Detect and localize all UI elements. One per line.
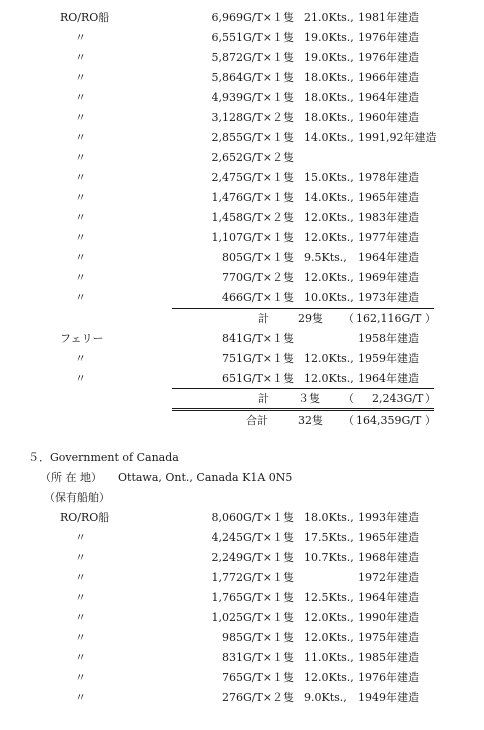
divider-rule <box>172 408 434 409</box>
fleet-label-row <box>0 490 484 506</box>
vessel-year: 1978年建造 <box>358 171 419 184</box>
vessel-year: 1949年建造 <box>358 691 419 704</box>
subtotal-row <box>0 311 484 327</box>
vessel-tonnage: 2,652G/T×２隻 <box>211 151 294 164</box>
vessel-speed: 17.5Kts., <box>304 531 354 544</box>
location-row <box>0 470 484 486</box>
vessel-year: 1969年建造 <box>358 271 419 284</box>
location-label: （所 在 地） <box>40 471 102 484</box>
divider-rule <box>172 410 434 411</box>
grand-total-tonnage: 164,359G/T <box>356 414 422 427</box>
vessel-type: 〃 <box>75 111 86 124</box>
vessel-tonnage: 765G/T×１隻 <box>221 671 294 684</box>
subtotal-label: 計 <box>258 312 269 325</box>
vessel-speed: 12.0Kts., <box>304 211 354 224</box>
vessel-row <box>0 170 484 186</box>
vessel-year: 1976年建造 <box>358 51 419 64</box>
vessel-tonnage: 3,128G/T×２隻 <box>211 111 294 124</box>
paren-close: ） <box>425 312 436 325</box>
vessel-year: 1960年建造 <box>358 111 419 124</box>
vessel-type: 〃 <box>75 271 86 284</box>
vessel-type: 〃 <box>75 611 86 624</box>
vessel-year: 1965年建造 <box>358 191 419 204</box>
vessel-year: 1973年建造 <box>358 291 419 304</box>
subtotal-row <box>0 391 484 407</box>
fleet-label: （保有船舶） <box>44 491 110 504</box>
vessel-type: 〃 <box>75 231 86 244</box>
vessel-type: 〃 <box>75 251 86 264</box>
vessel-type: 〃 <box>75 651 86 664</box>
subtotal-label: 計 <box>258 392 269 405</box>
vessel-year: 1993年建造 <box>358 511 419 524</box>
vessel-row <box>0 550 484 566</box>
vessel-speed: 12.0Kts., <box>304 231 354 244</box>
vessel-speed: 18.0Kts., <box>304 71 354 84</box>
vessel-row <box>0 351 484 367</box>
vessel-speed: 12.0Kts., <box>304 671 354 684</box>
vessel-row <box>0 630 484 646</box>
vessel-row <box>0 130 484 146</box>
vessel-speed: 12.0Kts., <box>304 271 354 284</box>
vessel-year: 1966年建造 <box>358 71 419 84</box>
vessel-speed: 19.0Kts., <box>304 51 354 64</box>
vessel-row <box>0 250 484 266</box>
vessel-speed: 21.0Kts., <box>304 11 354 24</box>
vessel-type: 〃 <box>75 31 86 44</box>
grand-total-label: 合計 <box>246 414 268 427</box>
vessel-speed: 10.0Kts., <box>304 291 354 304</box>
vessel-speed: 12.5Kts., <box>304 591 354 604</box>
vessel-type: 〃 <box>75 211 86 224</box>
vessel-tonnage: 1,772G/T×１隻 <box>211 571 294 584</box>
vessel-year: 1983年建造 <box>358 211 419 224</box>
vessel-year: 1964年建造 <box>358 372 419 385</box>
vessel-tonnage: 6,969G/T×１隻 <box>211 11 294 24</box>
vessel-speed: 18.0Kts., <box>304 91 354 104</box>
vessel-tonnage: 4,939G/T×１隻 <box>211 91 294 104</box>
paren-close: ） <box>425 414 436 427</box>
subtotal-count: 29隻 <box>298 312 323 325</box>
vessel-year: 1976年建造 <box>358 671 419 684</box>
vessel-tonnage: 5,864G/T×１隻 <box>211 71 294 84</box>
vessel-year: 1977年建造 <box>358 231 419 244</box>
vessel-year: 1976年建造 <box>358 31 419 44</box>
vessel-type: 〃 <box>75 551 86 564</box>
vessel-tonnage: 5,872G/T×１隻 <box>211 51 294 64</box>
vessel-tonnage: 276G/T×２隻 <box>221 691 294 704</box>
vessel-year: 1968年建造 <box>358 551 419 564</box>
vessel-row <box>0 270 484 286</box>
vessel-row <box>0 10 484 26</box>
divider-rule <box>172 388 434 389</box>
vessel-tonnage: 8,060G/T×１隻 <box>211 511 294 524</box>
vessel-type: 〃 <box>75 171 86 184</box>
grand-total-row <box>0 413 484 429</box>
vessel-tonnage: 6,551G/T×１隻 <box>211 31 294 44</box>
vessel-row <box>0 290 484 306</box>
vessel-tonnage: 2,475G/T×１隻 <box>211 171 294 184</box>
vessel-type: 〃 <box>75 691 86 704</box>
vessel-tonnage: 466G/T×１隻 <box>221 291 294 304</box>
vessel-year: 1985年建造 <box>358 651 419 664</box>
vessel-row <box>0 70 484 86</box>
vessel-tonnage: 1,476G/T×１隻 <box>211 191 294 204</box>
paren-close: ） <box>425 392 436 405</box>
vessel-row <box>0 570 484 586</box>
paren-open: （ <box>343 312 354 325</box>
vessel-row <box>0 331 484 347</box>
vessel-year: 1959年建造 <box>358 352 419 365</box>
subtotal-tonnage: 2,243G/T <box>372 392 424 405</box>
vessel-type: 〃 <box>75 571 86 584</box>
vessel-tonnage: 985G/T×１隻 <box>221 631 294 644</box>
vessel-row <box>0 150 484 166</box>
vessel-row <box>0 530 484 546</box>
vessel-row <box>0 110 484 126</box>
vessel-row <box>0 670 484 686</box>
vessel-year: 1965年建造 <box>358 531 419 544</box>
vessel-speed: 14.0Kts., <box>304 191 354 204</box>
section-heading: ５．Government of Canada <box>28 451 179 464</box>
vessel-type: 〃 <box>75 191 86 204</box>
vessel-year: 1991,92年建造 <box>358 131 437 144</box>
vessel-speed: 14.0Kts., <box>304 131 354 144</box>
vessel-speed: 19.0Kts., <box>304 31 354 44</box>
vessel-speed: 12.0Kts., <box>304 611 354 624</box>
vessel-year: 1964年建造 <box>358 251 419 264</box>
vessel-year: 1981年建造 <box>358 11 419 24</box>
vessel-type: 〃 <box>75 531 86 544</box>
vessel-row <box>0 610 484 626</box>
vessel-speed: 12.0Kts., <box>304 631 354 644</box>
grand-total-count: 32隻 <box>298 414 323 427</box>
vessel-type: 〃 <box>75 51 86 64</box>
section-heading-row <box>0 450 484 466</box>
vessel-row <box>0 510 484 526</box>
vessel-tonnage: 651G/T×１隻 <box>221 372 294 385</box>
vessel-type: 〃 <box>75 631 86 644</box>
vessel-year: 1990年建造 <box>358 611 419 624</box>
vessel-tonnage: 751G/T×１隻 <box>221 352 294 365</box>
vessel-row <box>0 90 484 106</box>
vessel-type: 〃 <box>75 71 86 84</box>
vessel-tonnage: 831G/T×１隻 <box>221 651 294 664</box>
vessel-tonnage: 2,249G/T×１隻 <box>211 551 294 564</box>
location-value: Ottawa, Ont., Canada K1A 0N5 <box>118 471 293 484</box>
vessel-speed: 12.0Kts., <box>304 352 354 365</box>
vessel-tonnage: 4,245G/T×１隻 <box>211 531 294 544</box>
vessel-row <box>0 30 484 46</box>
vessel-speed: 15.0Kts., <box>304 171 354 184</box>
vessel-row <box>0 230 484 246</box>
vessel-tonnage: 841G/T×１隻 <box>221 332 294 345</box>
vessel-row <box>0 371 484 387</box>
vessel-year: 1958年建造 <box>358 332 419 345</box>
vessel-speed: 18.0Kts., <box>304 511 354 524</box>
vessel-speed: 18.0Kts., <box>304 111 354 124</box>
vessel-tonnage: 1,107G/T×１隻 <box>211 231 294 244</box>
vessel-type: 〃 <box>75 151 86 164</box>
vessel-row <box>0 210 484 226</box>
vessel-row <box>0 50 484 66</box>
vessel-type: 〃 <box>75 291 86 304</box>
vessel-speed: 9.0Kts., <box>304 691 347 704</box>
vessel-type: RO/RO船 <box>60 511 110 524</box>
vessel-tonnage: 2,855G/T×１隻 <box>211 131 294 144</box>
vessel-year: 1964年建造 <box>358 591 419 604</box>
vessel-type: 〃 <box>75 372 86 385</box>
vessel-type: RO/RO船 <box>60 11 110 24</box>
vessel-speed: 11.0Kts., <box>304 651 354 664</box>
vessel-row <box>0 190 484 206</box>
divider-rule <box>172 308 434 309</box>
vessel-year: 1964年建造 <box>358 91 419 104</box>
vessel-speed: 10.7Kts., <box>304 551 354 564</box>
vessel-speed: 12.0Kts., <box>304 372 354 385</box>
vessel-type: 〃 <box>75 131 86 144</box>
vessel-type: 〃 <box>75 91 86 104</box>
vessel-tonnage: 770G/T×２隻 <box>221 271 294 284</box>
vessel-type: 〃 <box>75 591 86 604</box>
vessel-type: フェリー <box>60 332 104 345</box>
vessel-year: 1972年建造 <box>358 571 419 584</box>
vessel-tonnage: 1,025G/T×１隻 <box>211 611 294 624</box>
vessel-row <box>0 690 484 706</box>
subtotal-tonnage: 162,116G/T <box>356 312 422 325</box>
vessel-type: 〃 <box>75 352 86 365</box>
paren-open: （ <box>343 414 354 427</box>
vessel-row <box>0 650 484 666</box>
vessel-row <box>0 590 484 606</box>
vessel-year: 1975年建造 <box>358 631 419 644</box>
paren-open: （ <box>343 392 354 405</box>
vessel-speed: 9.5Kts., <box>304 251 347 264</box>
vessel-tonnage: 1,458G/T×２隻 <box>211 211 294 224</box>
vessel-tonnage: 1,765G/T×１隻 <box>211 591 294 604</box>
vessel-type: 〃 <box>75 671 86 684</box>
vessel-tonnage: 805G/T×１隻 <box>221 251 294 264</box>
subtotal-count: ３隻 <box>298 392 320 405</box>
